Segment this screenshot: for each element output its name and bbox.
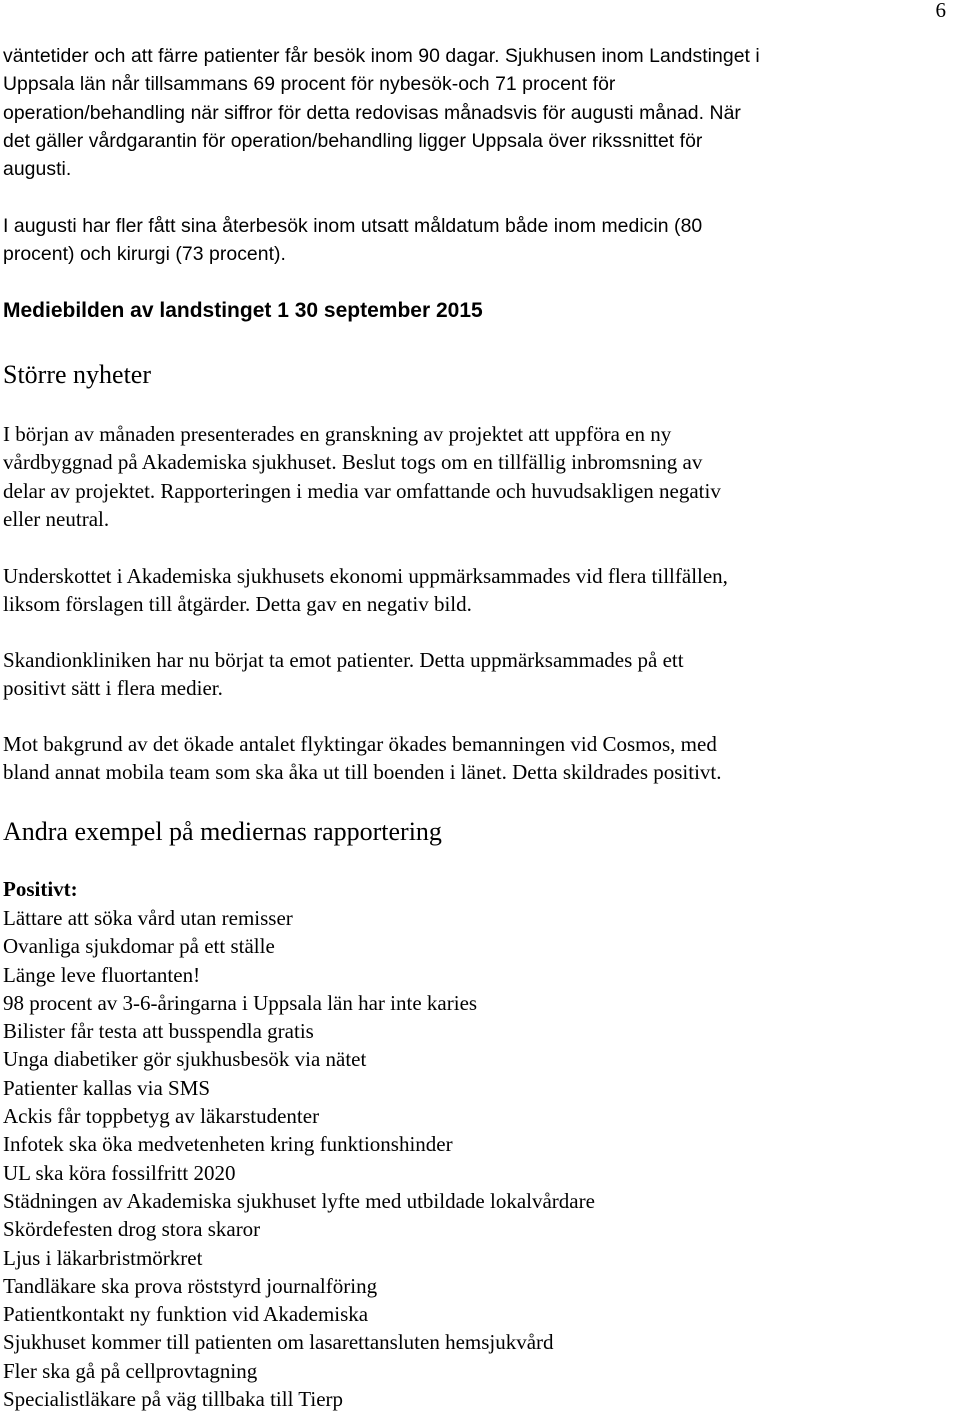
positive-label: Positivt:	[3, 877, 78, 901]
list-item: Länge leve fluortanten!	[3, 962, 201, 987]
intro-line: augusti.	[3, 158, 72, 181]
list-item: Städningen av Akademiska sjukhuset lyfte med utbildade lokalvårdare	[3, 1188, 595, 1213]
intro-line: operation/behandling när siffror för detta redovisas månadsvis för augusti månad. När	[3, 101, 741, 124]
revisits-paragraph	[3, 212, 903, 269]
list-item: Patienter kallas via SMS	[3, 1075, 211, 1100]
news-line: I början av månaden presenterades en granskning av projektet att uppföra en ny	[3, 422, 672, 446]
positive-news-list	[3, 904, 595, 1413]
list-item: Skördefesten drog stora skaror	[3, 1217, 261, 1242]
intro-paragraph	[3, 42, 903, 183]
list-item: Tandläkare ska prova röststyrd journalföring	[3, 1273, 378, 1298]
media-heading: Mediebilden av landstinget 1 30 september 2015	[3, 299, 483, 322]
news-line: delar av projektet. Rapporteringen i media var omfattande och huvudsakligen negativ	[3, 478, 721, 503]
list-item: Ljus i läkarbristmörkret	[3, 1245, 203, 1270]
news-line: Skandionkliniken har nu börjat ta emot patienter. Detta uppmärksammades på ett	[3, 648, 684, 672]
list-item: Fler ska gå på cellprovtagning	[3, 1358, 258, 1383]
news-line: Underskottet i Akademiska sjukhusets ekonomi uppmärksammades vid flera tillfällen,	[3, 564, 728, 588]
list-item: Ovanliga sjukdomar på ett ställe	[3, 934, 275, 959]
intro-line: väntetider och att färre patienter får besök inom 90 dagar. Sjukhusen inom Landstinget i	[3, 45, 760, 67]
news-line: vårdbyggnad på Akademiska sjukhuset. Beslut togs om en tillfällig inbromsning av	[3, 450, 703, 475]
list-item: 98 procent av 3-6-åringarna i Uppsala län har inte karies	[3, 990, 478, 1015]
revisits-line: procent) och kirurgi (73 procent).	[3, 243, 286, 266]
news-line: Mot bakgrund av det ökade antalet flyktingar ökades bemanningen vid Cosmos, med	[3, 732, 717, 756]
news-paragraph-2	[3, 562, 903, 619]
list-item: Ackis får toppbetyg av läkarstudenter	[3, 1104, 320, 1129]
list-item: Unga diabetiker gör sjukhusbesök via nätet	[3, 1047, 367, 1072]
revisits-line: I augusti har fler fått sina återbesök inom utsatt måldatum både inom medicin (80	[3, 215, 703, 237]
news-paragraph-3	[3, 646, 903, 703]
intro-line: det gäller vårdgarantin för operation/behandling ligger Uppsala över rikssnittet för	[3, 129, 703, 152]
list-item: Sjukhuset kommer till patienten om lasarettansluten hemsjukvård	[3, 1330, 554, 1355]
list-item: UL ska köra fossilfritt 2020	[3, 1160, 236, 1185]
larger-news-heading: Större nyheter	[3, 360, 152, 389]
list-item: Specialistläkare på väg tillbaka till Tierp	[3, 1387, 344, 1412]
other-examples-heading: Andra exempel på mediernas rapportering	[3, 817, 442, 846]
list-item: Lättare att söka vård utan remisser	[3, 906, 293, 930]
news-line: liksom förslagen till åtgärder. Detta gav en negativ bild.	[3, 592, 472, 617]
list-item: Patientkontakt ny funktion vid Akademiska	[3, 1302, 369, 1327]
news-paragraph-1	[3, 420, 903, 533]
news-line: eller neutral.	[3, 506, 110, 531]
intro-line: Uppsala län når tillsammans 69 procent för nybesök-och 71 procent för	[3, 73, 616, 96]
news-line: positivt sätt i flera medier.	[3, 676, 223, 701]
page-number: 6	[935, 0, 946, 22]
news-line: bland annat mobila team som ska åka ut till boenden i länet. Detta skildrades positivt.	[3, 760, 722, 785]
list-item: Infotek ska öka medvetenheten kring funktionshinder	[3, 1132, 453, 1157]
news-paragraph-4	[3, 730, 903, 787]
list-item: Bilister får testa att busspendla gratis	[3, 1019, 314, 1044]
